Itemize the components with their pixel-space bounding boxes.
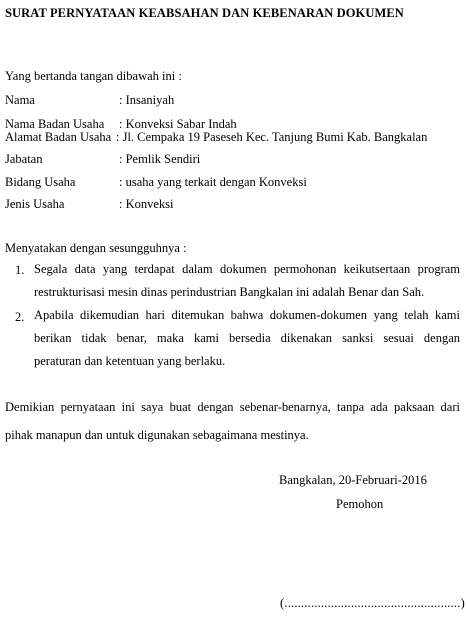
statement-1-line-1: Segala data yang terdapat dalam dokumen permohonan keikutsertaan program — [34, 262, 460, 276]
closing-paragraph — [5, 393, 460, 449]
field-label-bidang-usaha: Bidang Usaha — [5, 175, 76, 189]
field-label-alamat: Alamat Badan Usaha — [5, 130, 112, 144]
field-value-bidang-usaha: : usaha yang terkait dengan Konveksi — [119, 175, 307, 189]
signer-role: Pemohon — [336, 497, 384, 511]
closing-line-1: Demikian pernyataan ini saya buat dengan sebenar-benarnya, tanpa ada paksaan dari — [5, 400, 460, 414]
statement-text-1 — [34, 258, 460, 304]
statement-number-2: 2. — [15, 310, 25, 324]
closing-line-2: pihak manapun dan untuk digunakan sebagaimana mestinya. — [5, 428, 309, 442]
statement-1-line-2: restrukturisasi mesin dinas perindustrian Bangkalan ini adalah Benar dan Sah. — [34, 285, 425, 299]
field-label-nama-badan-usaha: Nama Badan Usaha — [5, 117, 105, 131]
statement-text-2 — [34, 304, 460, 373]
statement-intro: Menyatakan dengan sesungguhnya : — [5, 241, 187, 255]
signature-line: (.....................................................) — [280, 596, 465, 610]
field-value-jabatan: : Pemlik Sendiri — [119, 152, 201, 166]
statement-2-line-2: berikan tidak benar, maka kami bersedia dikenakan sanksi sesuai dengan — [34, 331, 460, 345]
field-value-nama: : Insaniyah — [119, 93, 175, 107]
place-date: Bangkalan, 20-Februari-2016 — [279, 473, 427, 487]
intro-text: Yang bertanda tangan dibawah ini : — [5, 69, 182, 83]
field-label-nama: Nama — [5, 93, 35, 107]
field-value-jenis-usaha: : Konveksi — [119, 197, 174, 211]
field-label-jenis-usaha: Jenis Usaha — [5, 197, 65, 211]
field-value-nama-badan-usaha: : Konveksi Sabar Indah — [119, 117, 237, 131]
field-label-jabatan: Jabatan — [5, 152, 43, 166]
statement-number-1: 1. — [15, 263, 25, 277]
statement-2-line-3: peraturan dan ketentuan yang berlaku. — [34, 354, 226, 368]
field-value-alamat: : Jl. Cempaka 19 Paseseh Kec. Tanjung Bumi Kab. Bangkalan — [116, 130, 428, 144]
document-title: SURAT PERNYATAAN KEABSAHAN DAN KEBENARAN DOKUMEN — [5, 6, 404, 20]
statement-2-line-1: Apabila dikemudian hari ditemukan bahwa dokumen-dokumen yang telah kami — [34, 308, 460, 322]
